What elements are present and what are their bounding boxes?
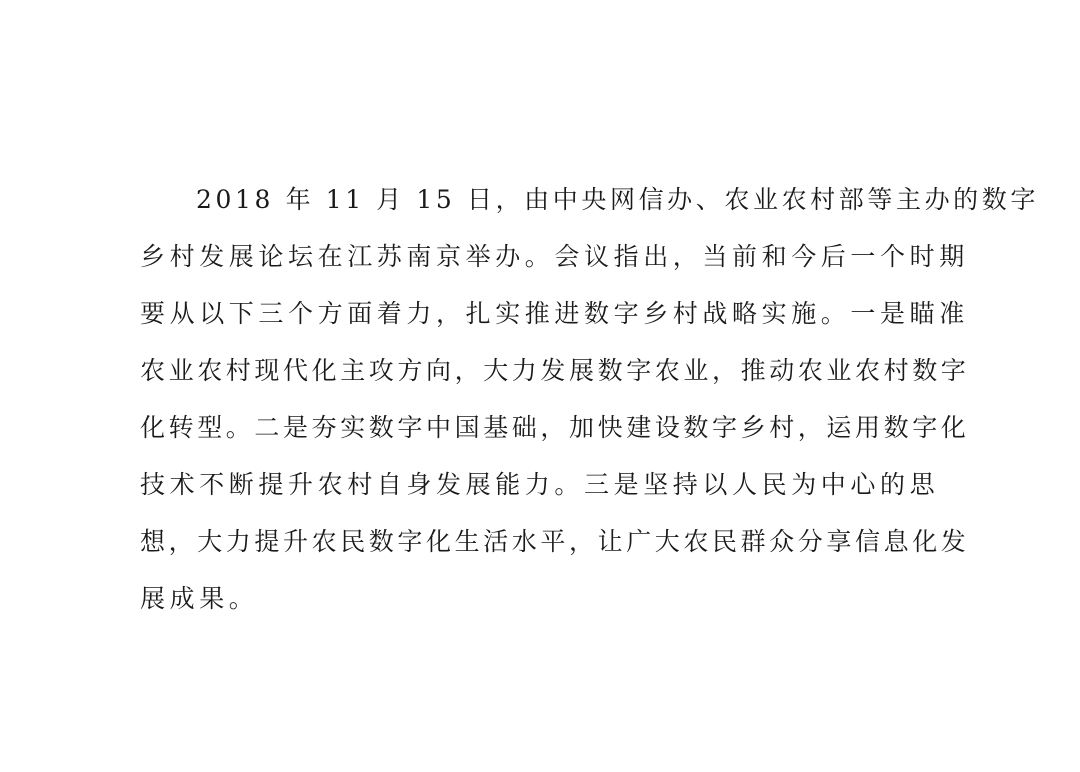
paragraph-line-1: 2018 年 11 月 15 日，由中央网信办、农业农村部等主办的数字 bbox=[196, 185, 1039, 214]
paragraph-line-4: 农业农村现代化主攻方向，大力发展数字农业，推动农业农村数字 bbox=[140, 356, 970, 385]
paragraph bbox=[140, 178, 1039, 634]
paragraph-line-6: 技术不断提升农村自身发展能力。三是坚持以人民为中心的思 bbox=[140, 470, 940, 499]
paragraph-line-2: 乡村发展论坛在江苏南京举办。会议指出，当前和今后一个时期 bbox=[140, 242, 969, 271]
paragraph-line-8: 展成果。 bbox=[140, 584, 259, 613]
paragraph-line-7: 想，大力提升农民数字化生活水平，让广大农民群众分享信息化发 bbox=[140, 527, 970, 556]
paragraph-line-3: 要从以下三个方面着力，扎实推进数字乡村战略实施。一是瞄准 bbox=[140, 299, 969, 328]
paragraph-line-5: 化转型。二是夯实数字中国基础，加快建设数字乡村，运用数字化 bbox=[140, 413, 970, 442]
